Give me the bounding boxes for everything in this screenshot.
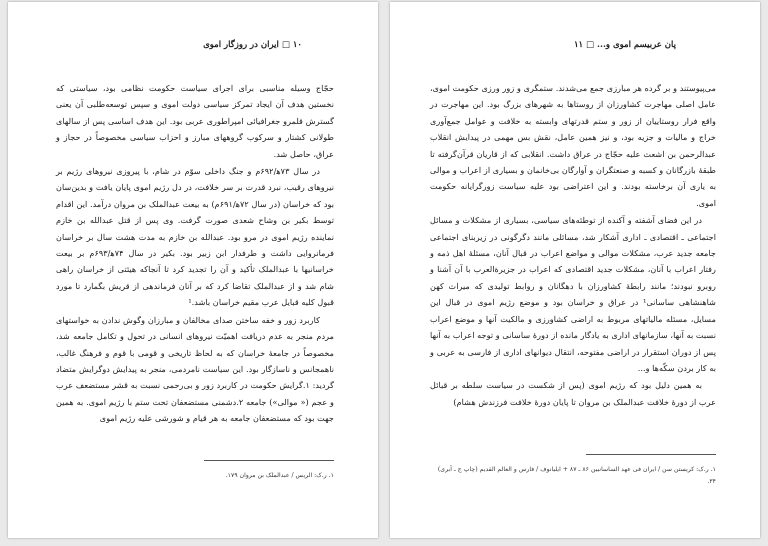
running-head: ۱۰ □ ایران در روزگار اموی (203, 40, 302, 50)
footnote: ۱. ر.ک: کریستن سن / ایران فی عهد الساسانیین ۸۶ ـ ۸۷ + ایلیانوف / فارس و العالم القدیم (چاپ ج ـ آبری) ۳۴. (437, 466, 716, 485)
running-head: پان عربیسم اموی و... □ ۱۱ (573, 40, 676, 50)
paragraph: حجّاج وسیله مناسبی برای اجرای سیاست حکومت نظامی بود، سیاستی که نخستین هدف آن ایجاد تمرکز سیاسی دولت اموی و سپس توسعه‌طلبی آن یعنی گسترش قلمرو جغرافیائی امپراطوری عربی بود. این هدف اساسی پس از سالهای طولانی کشتار و سرکوب گروههای مبارز و احزاب سیاسی مخصوصاً در حجاز و عراق، حاصل شد. (56, 83, 334, 159)
body-text (430, 80, 716, 411)
body-text (56, 80, 334, 428)
right-page (390, 2, 760, 538)
paragraph: کاربرد زور و خفه ساختن صدای مخالفان و مبارزان وگوش ندادن به خواستهای مردم منجر به عدم دریافت اهمیّت نیروهای انسانی در تحول و تکامل جامعه شد، مخصوصاً در جامعهٔ خراسان که به لحاظ تاریخی و قومی با قوم و فرهنگ غالب، ناهمجانس و ناسازگار بود. این سیاست نامردمی، منجر به پیدایش دوگرایش متضاد گردید: ۱.گرایش حکومت در کاربرد زور و بی‌رحمی نسبت به قشر مستضعف عرب و عجم (« موالی») جامعه ۲.دشمنی مستضعفان تحت ستم با رژیم اموی. به همین جهت بود که مستضعفان جامعه به هر قیام و شورشی علیه رژیم اموی (56, 314, 334, 424)
footnote-divider (204, 460, 334, 461)
footnote: ۱. ر.ک: الریس / عبدالملک بن مروان ۱۷۹. (225, 472, 334, 479)
paragraph: می‌پیوستند و بر گرده هر مبارزی جمع می‌شدند. ستمگری و زور ورزی حکومت اموی، عامل اصلی مهاجرت کشاورزان از روستاها به شهرهای بزرگ بود. این مهاجرت در واقع فرار روستاییان از زور و ستم قدرتهای وابسته به خلافت و عوامل جمع‌آوری خراج و مالیات و جزیه بود، و نیز همین عامل، نقش بس مهمی در پیدایش انقلاب عبدالرحمن بن اشعث علیه حجّاج در عراق داشت. انقلابی که از قاریان قرآن‌گرفته تا طبقهٔ بازرگانان و کسبه و صنعتگران و آوارگان بی‌خانمان و بسیاری از اعراب و موالی به یاری آن برخاسته بودند. و این اعتراضی بود علیه سیاست زورگرایانه حکومت اموی. (430, 83, 716, 208)
left-page (8, 2, 378, 538)
paragraph: در سال ۷۳ه‍/۶۹۲م و جنگ داخلی سوّم در شام، با پیروزی نیروهای رژیم بر نیروهای رقیب، نبرد قدرت بر سر خلافت، در دل رژیم اموی پایان یافت و بدین‌سان بود که خراسان (در سال ۷۲ه‍/۶۹۱م) به بیعت عبدالملک بن مروان درآمد. این اقدام توسط بکیر بن وشاح شعدی صورت گرفت. وی پس از قتل عبدالله بن خازم نماینده رژیم اموی در مرو بود. عبدالله بن خازم به مدت هشت سال بر خراسان فرمانروایی داشت و طرفدار ابن زبیر بود. بکیر در سال ۷۴ه‍/۶۹۳م بر بیعت خراسانیها با عبدالملک تأکید و آن را تجدید کرد تا آنجاکه هیئتی از خراسان راهی شام شد و از عبدالملک تقاضا کرد که بر آنان فرماندهی از قریش بگمارد تا مورد قبول کلیه قبایل عرب مقیم خراسان باشد.¹ (56, 166, 334, 308)
paragraph: به همین دلیل بود که رژیم اموی (پس از شکست در سیاست سلطه بر قبائل عرب از دورهٔ خلافت عبدالملک بن مروان تا پایان دورهٔ خلافت فرزندش هشام) (430, 380, 716, 407)
paragraph: در این فضای آشفته و آکنده از توطئه‌های سیاسی، بسیاری از مشکلات و مسائل اجتماعی ـ اقتصادی ـ اداری آشکار شد، مسائلی مانند دگرگونی در زیربنای اجتماعی جامعه جدید عرب، مشکلات موالی و مواضع اعراب در قبال آنان، مسئلهٔ اهل ذمه و رفتار اعراب با آنان، مشکلات جدید اقتصادی که اعراب در جزیرةالعرب با آن آشنا و روبرو نبودند؛ مانند رابطهٔ کشاورزان با دهگانان و روابط تولیدی که میراث کهن شاهنشاهی ساسانی¹ در عراق و خراسان بود و موضع رژیم اموی در قبال این مسایل، مسئله مالیاتهای مربوط به اراضی کشاورزی و مالکیت آنها و موضع اعراب نسبت به آنها، سازمانهای اداری به یادگار مانده از دورهٔ ساسانی و توجه اعراب به آنها پس از دوران استقرار در اراضی مفتوحه، انتقال دیوانهای اداری از فارسی به عربی و به کار بردن سکّه‌ها و... (430, 215, 717, 373)
footnote-divider (586, 454, 716, 455)
